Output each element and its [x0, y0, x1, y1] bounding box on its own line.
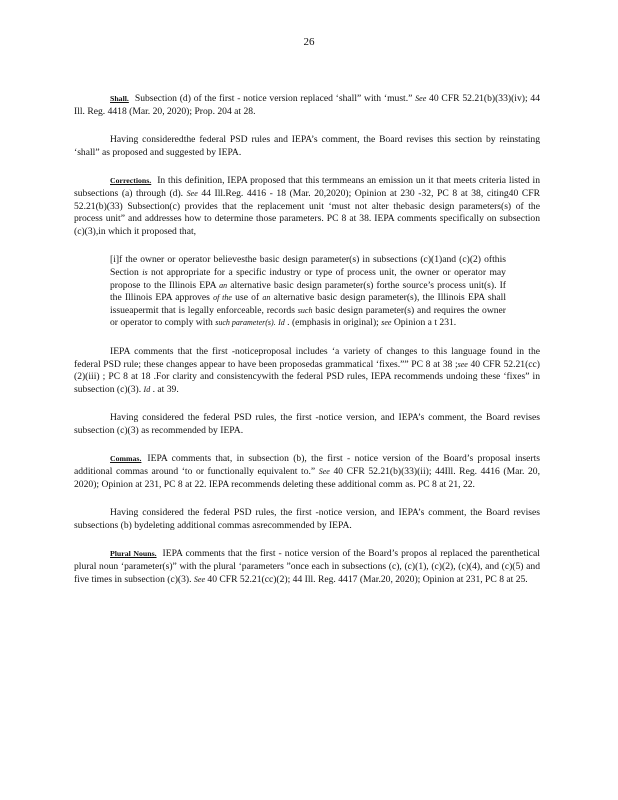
text-run: alternative basic design parameter(s) forthe source’s process unit(s). If the Illinois EPA approves [110, 279, 506, 304]
text-run: 40 CFR 52.21(b)(33)(ii); 44Ill. Reg. 4416 (Mar. 20, 2020); Opinion at 231, PC 8 at 22. IEPA recommends deleting these additional comm as. PC 8 at 21, 22. [74, 466, 541, 490]
body-paragraph [74, 175, 540, 238]
italic-text: is [142, 267, 148, 277]
italic-text: See [415, 94, 427, 103]
text-run: use of [231, 292, 263, 304]
text-run: basic design parameter(s) and requires the owner or operator to comply with [110, 304, 506, 329]
text-run: Having considered the federal PSD rules, the first -notice version, and IEPA’s comment, the Board revises subsection (c)(3) as recommended by IEPA. [74, 412, 540, 436]
text-run: 40 CFR 52.21(cc)(2)(iii) ; PC 8 at 18 .For clarity and consistencywith the federal PSD rules, IEPA recommends undoing these ‘fixes” in subsection (c)(3). [74, 358, 540, 395]
text-run: IEPA comments that the first - notice version of the Board’s propos al replaced the parenthetical plural noun ‘parameter(s)” with the plural ‘parameters ”once each in subsections (c), (c)(1), (c)(2), (c)(4), and (c)(5) and five times in subsection (c)(3). [74, 548, 540, 585]
italic-text: an [219, 280, 228, 290]
body-paragraph [74, 134, 540, 159]
text-run: [i]f the owner or operator believesthe basic design parameter(s) in subsections (c)(1)and (c)(2) ofthis Section [110, 254, 506, 278]
body-paragraph [74, 548, 540, 586]
italic-text: Id [278, 318, 285, 328]
italic-text: see [381, 318, 392, 328]
text-run: IEPA comments that the first -noticeproposal includes ‘a variety of changes to this language found in the federal PSD rule; these changes appear to have been proposedas grammatical ‘fixes.”” PC 8 at 38 ; [74, 345, 540, 370]
text-run: In this definition, IEPA proposed that this termmeans an emission un it that meets criteria listed in subsections (a) through (d). [74, 175, 540, 199]
text-run: IEPA comments that, in subsection (b), the first - notice version of the Board’s proposal inserts additional commas around ‘to or functionally equivalent to.” [74, 453, 540, 478]
text-run: . (emphasis in original); [284, 317, 382, 329]
text-run: Subsection (d) of the first - notice version replaced ‘shall” with ‘must.” [134, 93, 416, 104]
text-run: 40 CFR 52.21(cc)(2); 44 Ill. Reg. 4417 (Mar.20, 2020); Opinion at 231, PC 8 at 25. [205, 573, 528, 585]
section-heading: Plural Nouns. [110, 549, 157, 559]
text-run: Opinion a t 231. [391, 317, 457, 329]
italic-text: See [318, 467, 330, 477]
block-quote [110, 254, 506, 330]
text-run: . at 39. [150, 383, 179, 395]
italic-text: of the [213, 293, 232, 303]
italic-text: See [186, 188, 198, 198]
italic-text: such parameter(s). [215, 318, 276, 328]
italic-text: see [457, 359, 468, 369]
body-paragraph [74, 453, 540, 491]
page-number: 26 [303, 36, 315, 48]
italic-text: Id [143, 384, 151, 394]
document-body [74, 93, 540, 602]
section-heading: Shall. [110, 94, 129, 103]
italic-text: an [262, 293, 271, 303]
text-run: Having consideredthe federal PSD rules and IEPA’s comment, the Board revises this section by reinstating ‘shall” as proposed and suggested by IEPA. [74, 134, 540, 158]
text-run: not appropriate for a specific industry or type of process unit, the owner or operator may propose to the Illinois EPA [110, 266, 506, 291]
body-paragraph [74, 507, 540, 532]
section-heading: Corrections. [110, 176, 152, 186]
body-paragraph [74, 93, 540, 118]
text-run: Having considered the federal PSD rules, the first -notice version, and IEPA’s comment, the Board revises subsections (b) bydeleting additional commas asrecommended by IEPA. [74, 507, 540, 531]
text-run: 40 CFR 52.21(b)(33)(iv); 44 Ill. Reg. 4418 (Mar. 20, 2020); Prop. 204 at 28. [74, 93, 540, 117]
body-paragraph [74, 412, 540, 437]
body-paragraph [74, 346, 540, 396]
text-run: alternative basic design parameter(s), the Illinois EPA shall issueapermit that is legally enforceable, records [110, 292, 506, 316]
italic-text: See [193, 574, 205, 584]
section-heading: Commas. [110, 454, 142, 464]
text-run: 44 Ill.Reg. 4416 - 18 (Mar. 20,2020); Opinion at 230 -32, PC 8 at 38, citing40 CFR 52.21(b)(33) Subsection(c) provides that the replacement unit ‘must not alter thebasic design parameters(s) of the process unit” and addresses how to determine those parameters. PC 8 at 38. IEPA comments specifically on subsection (c)(3),in which it proposed that, [74, 187, 540, 237]
italic-text: such [297, 305, 313, 315]
